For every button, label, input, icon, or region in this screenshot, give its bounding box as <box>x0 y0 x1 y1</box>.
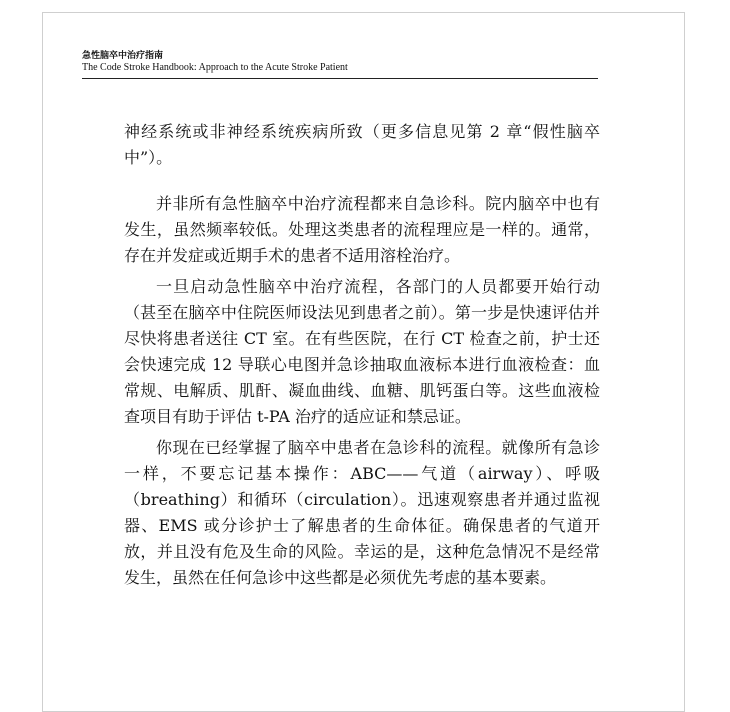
running-header <box>82 40 598 79</box>
header-title-english: The Code Stroke Handbook: Approach to the Acute Stroke Patient <box>82 62 348 73</box>
paragraph-in-hospital-stroke: 并非所有急性脑卒中治疗流程都来自急诊科。院内脑卒中也有发生，虽然频率较低。处理这类患者的流程理应是一样的。通常，存在并发症或近期手术的患者不适用溶栓治疗。 <box>124 194 600 265</box>
header-title-chinese: 急性脑卒中治疗指南 <box>82 51 164 61</box>
paragraph-workflow: 一旦启动急性脑卒中治疗流程，各部门的人员都要开始行动（甚至在脑卒中住院医师设法见到患者之前）。第一步是快速评估并尽快将患者送往 CT 室。在有些医院，在行 CT 检查之前，护士还会快速完成 12 导联心电图并急诊抽取血液标本进行血液检查：血常规、电解质、肌酐、凝血曲线、血糖、肌钙蛋白等。这些血液检查项目有助于评估 t-PA 治疗的适应证和禁忌证。 <box>124 277 600 426</box>
paragraph-abc: 你现在已经掌握了脑卒中患者在急诊科的流程。就像所有急诊一样，不要忘记基本操作：ABC——气道（airway）、呼吸（breathing）和循环（circulation）。迅速观察患者并通过监视器、EMS 或分诊护士了解患者的生命体征。确保患者的气道开放，并且没有危及生命的风险。幸运的是，这种危急情况不是经常发生，虽然在任何急诊中这些都是必须优先考虑的基本要素。 <box>124 438 600 587</box>
body-text <box>124 119 600 596</box>
paragraph-continued: 神经系统或非神经系统疾病所致（更多信息见第 2 章“假性脑卒中”）。 <box>124 122 600 167</box>
